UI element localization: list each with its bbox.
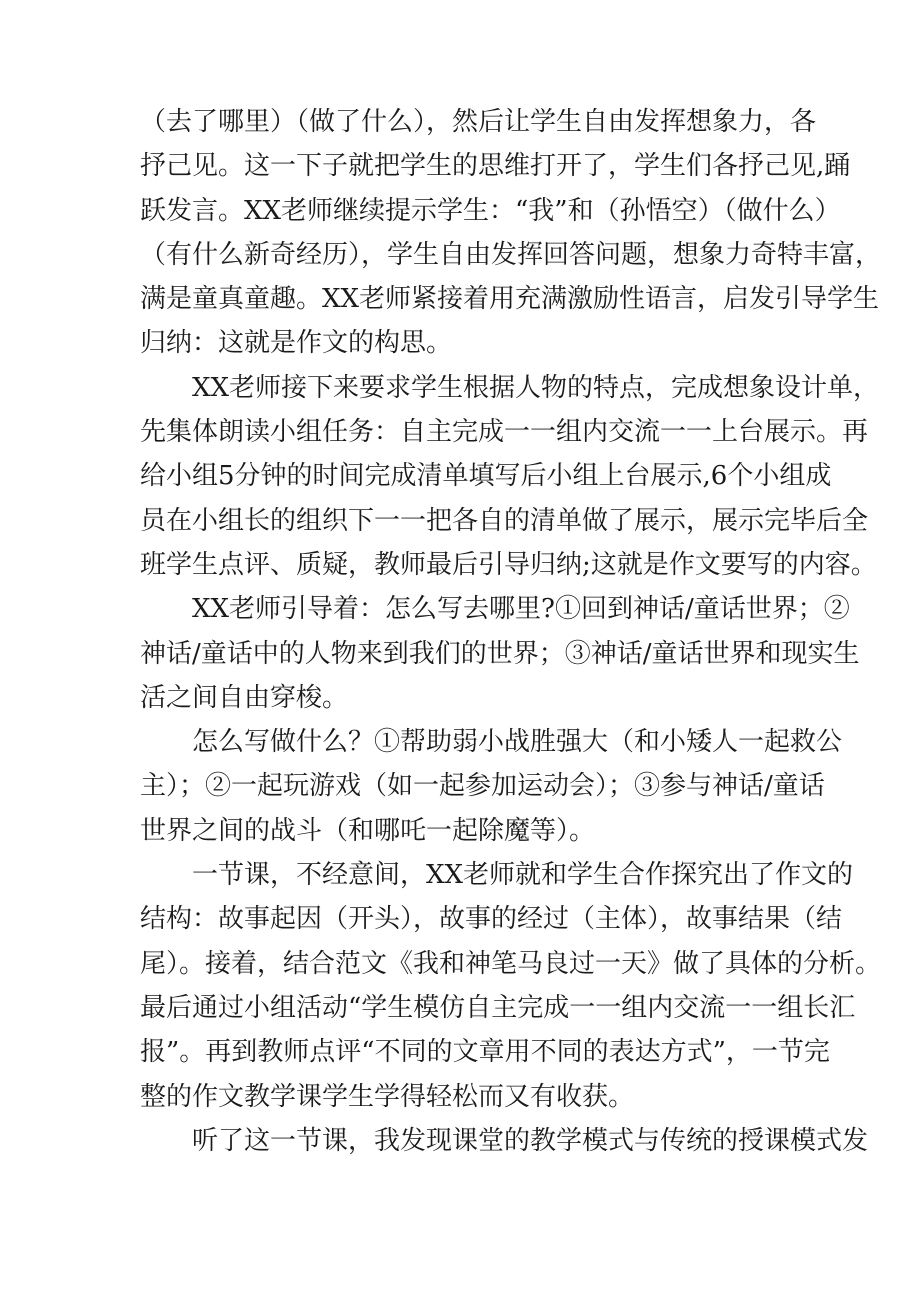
paragraph — [140, 366, 880, 587]
text-line: 满是童真童趣。XX老师紧接着用充满激励性语言，启发引导学生 — [140, 284, 880, 315]
text-line: 结构：故事起因（开头），故事的经过（主体），故事结果（结 — [140, 904, 843, 935]
text-line: 给小组5分钟的时间完成清单填写后小组上台展示,6个小组成 — [140, 461, 832, 492]
text-line: XX老师引导着：怎么写去哪里?①回到神话/童话世界；② — [192, 594, 850, 625]
document-body — [140, 100, 882, 1163]
text-line: 员在小组长的组织下一一把各自的清单做了展示，展示完毕后全 — [140, 505, 869, 536]
text-line: 尾）。接着，结合范文《我和神笔马良过一天》做了具体的分析。 — [140, 948, 882, 979]
text-line: 整的作文教学课学生学得轻松而又有收获。 — [140, 1081, 635, 1112]
text-line: 班学生点评、质疑，教师最后引导归纳;这就是作文要写的内容。 — [140, 549, 877, 580]
text-line: 主）；②一起玩游戏（如一起参加运动会）；③参与神话/童话 — [140, 771, 825, 802]
text-line: 归纳：这就是作文的构思。 — [140, 328, 453, 359]
paragraph — [140, 1119, 869, 1163]
text-line: 怎么写做什么？①帮助弱小战胜强大（和小矮人一起救公 — [192, 727, 843, 758]
paragraph — [140, 720, 843, 853]
text-line: 抒己见。这一下子就把学生的思维打开了，学生们各抒己见,踊 — [140, 151, 851, 182]
text-line: （有什么新奇经历），学生自由发挥回答问题，想象力奇特丰富， — [140, 239, 882, 270]
text-line: 跃发言。XX老师继续提示学生：“我”和（孙悟空）（做什么） — [140, 195, 841, 226]
text-line: 神话/童话中的人物来到我们的世界；③神话/童话世界和现实生 — [140, 638, 860, 669]
text-line: 活之间自由穿梭。 — [140, 682, 349, 713]
text-line: 一节课，不经意间，XX老师就和学生合作探究出了作文的 — [192, 860, 854, 891]
text-line: 报”。再到教师点评“不同的文章用不同的表达方式”，一节完 — [140, 1037, 830, 1068]
text-line: 世界之间的战斗（和哪吒一起除魔等）。 — [140, 815, 596, 846]
paragraph — [140, 853, 882, 1119]
text-line: 先集体朗读小组任务：自主完成一一组内交流一一上台展示。再 — [140, 417, 869, 448]
text-line: 最后通过小组活动“学生模仿自主完成一一组内交流一一组长汇 — [140, 992, 856, 1023]
text-line: （去了哪里）（做了什么），然后让学生自由发挥想象力，各 — [140, 107, 817, 137]
text-line: 听了这一节课，我发现课堂的教学模式与传统的授课模式发 — [192, 1125, 869, 1156]
paragraph — [140, 100, 882, 366]
text-line: XX老师接下来要求学生根据人物的特点，完成想象设计单， — [192, 372, 880, 403]
paragraph — [140, 587, 860, 720]
